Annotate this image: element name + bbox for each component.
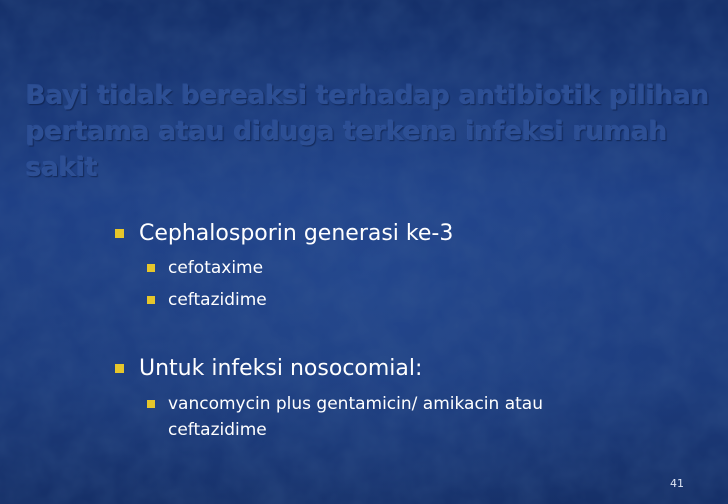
sub-bullet-text: ceftazidime	[168, 290, 267, 310]
sub-bullet-text: ceftazidime	[168, 420, 267, 440]
square-bullet-icon	[115, 229, 124, 238]
sub-bullet-text: cefotaxime	[168, 258, 264, 278]
bullet-item-nosocomial	[139, 356, 422, 382]
page-number: 41	[670, 477, 684, 490]
title-line-2: pertama atau diduga terkena infeksi rumah	[26, 117, 668, 147]
title-line-1: Bayi tidak bereaksi terhadap antibiotik pilihan	[26, 81, 710, 111]
sub-bullet-ceftazidime	[168, 288, 267, 312]
square-bullet-icon	[115, 364, 124, 373]
sub-bullet-cefotaxime	[168, 256, 263, 280]
square-bullet-icon	[147, 296, 155, 304]
square-bullet-icon	[147, 264, 155, 272]
sub-bullet-continuation	[168, 418, 267, 442]
square-bullet-icon	[147, 400, 155, 408]
sub-bullet-text: vancomycin plus gentamicin/ amikacin atau	[168, 394, 543, 414]
bullet-text: Untuk infeksi nosocomial:	[139, 356, 423, 381]
title-line-3: sakit	[26, 153, 98, 183]
bullet-item-cephalosporin	[139, 221, 453, 247]
bullet-text: Cephalosporin generasi ke-3	[139, 221, 454, 246]
sub-bullet-vancomycin	[168, 392, 543, 416]
